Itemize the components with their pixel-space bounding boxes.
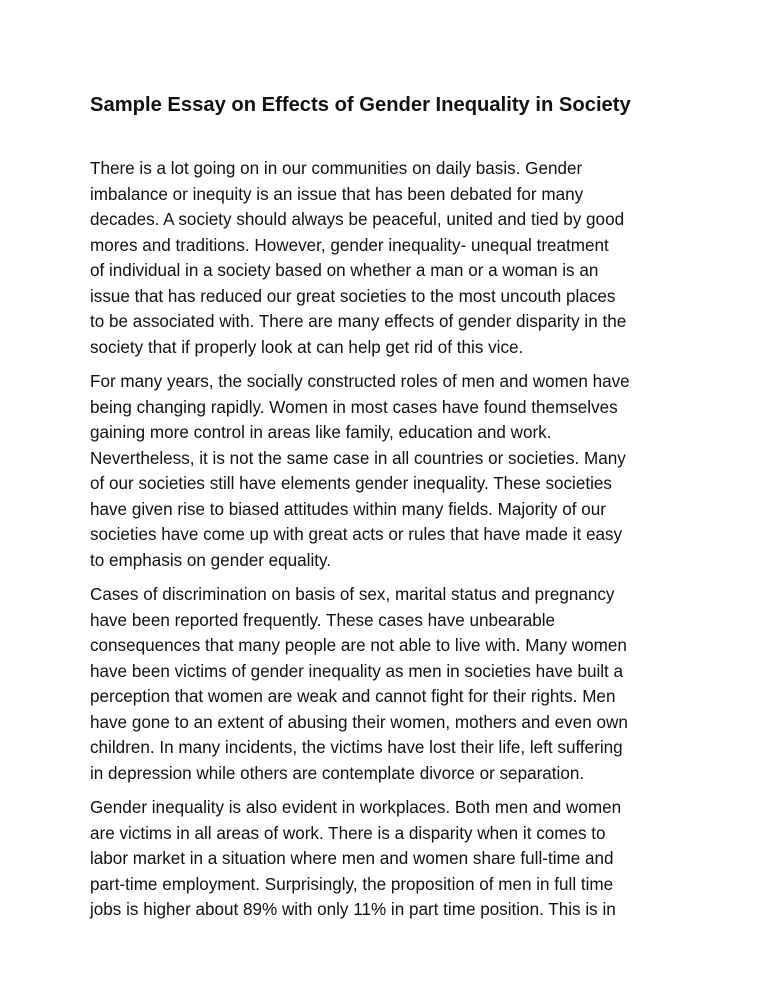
text-line: have been reported frequently. These cases have unbearable xyxy=(90,610,556,630)
text-line: to be associated with. There are many effects of gender disparity in the xyxy=(90,312,627,331)
text-line: of individual in a society based on whether a man or a woman is an xyxy=(90,261,599,280)
text-line: perception that women are weak and cannot fight for their rights. Men xyxy=(90,687,616,706)
text-line: gaining more control in areas like family, education and work. xyxy=(90,423,552,442)
text-line: have been victims of gender inequality as men in societies have built a xyxy=(90,661,624,681)
text-line: labor market in a situation where men and women share full-time and xyxy=(90,849,614,868)
text-line: decades. A society should always be peaceful, united and tied by good xyxy=(90,210,625,229)
text-line: of our societies still have elements gender inequality. These societies xyxy=(90,474,612,493)
text-line: in depression while others are contemplate divorce or separation. xyxy=(90,763,585,783)
paragraph-2 xyxy=(90,369,690,573)
text-line: issue that has reduced our great societies to the most uncouth places xyxy=(90,286,616,306)
text-line: to emphasis on gender equality. xyxy=(90,550,332,570)
text-line: jobs is higher about 89% with only 11% in part time position. This is in xyxy=(90,900,616,919)
text-line: have gone to an extent of abusing their women, mothers and even own xyxy=(90,712,628,732)
text-line: society that if properly look at can help get rid of this vice. xyxy=(90,337,524,357)
text-line: societies have come up with great acts or rules that have made it easy xyxy=(90,525,623,544)
paragraph-1 xyxy=(90,156,690,360)
text-line: being changing rapidly. Women in most cases have found themselves xyxy=(90,397,618,417)
text-line: Nevertheless, it is not the same case in all countries or societies. Many xyxy=(90,448,626,468)
text-line: For many years, the socially constructed roles of men and women have xyxy=(90,372,630,391)
text-line: children. In many incidents, the victims have lost their life, left suffering xyxy=(90,738,623,757)
essay-body xyxy=(90,156,690,932)
paragraph-4 xyxy=(90,795,690,923)
text-line: consequences that many people are not able to live with. Many women xyxy=(90,636,627,655)
text-line: are victims in all areas of work. There is a disparity when it comes to xyxy=(90,823,606,843)
text-line: Gender inequality is also evident in workplaces. Both men and women xyxy=(90,798,622,817)
document-title: Sample Essay on Effects of Gender Inequality in Society xyxy=(90,94,631,116)
paragraph-3 xyxy=(90,582,690,786)
text-line: have given rise to biased attitudes within many fields. Majority of our xyxy=(90,499,606,519)
text-line: Cases of discrimination on basis of sex, marital status and pregnancy xyxy=(90,585,615,604)
text-line: There is a lot going on in our communities on daily basis. Gender xyxy=(90,159,583,178)
text-line: part-time employment. Surprisingly, the proposition of men in full time xyxy=(90,874,614,894)
text-line: mores and traditions. However, gender inequality- unequal treatment xyxy=(90,235,609,255)
text-line: imbalance or inequity is an issue that has been debated for many xyxy=(90,184,584,204)
